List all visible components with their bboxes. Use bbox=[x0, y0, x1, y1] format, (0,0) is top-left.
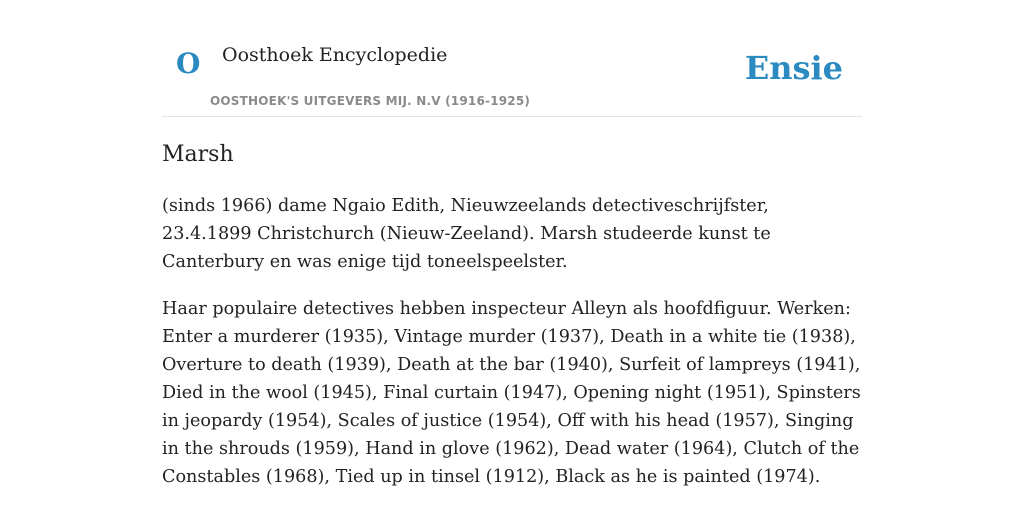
entry-title: Marsh bbox=[162, 142, 234, 167]
source-subtitle: OOSTHOEK'S UITGEVERS MIJ. N.V (1916-1925) bbox=[210, 94, 531, 108]
entry-paragraph-1: (sinds 1966) dame Ngaio Edith, Nieuwzeelands detectiveschrijfster, 23.4.1899 Christchurch (Nieuw-Zeeland). Marsh studeerde kunst te Canterbury en was enige tijd toneelspeelster. bbox=[162, 196, 771, 272]
entry-paragraph-2: Haar populaire detectives hebben inspecteur Alleyn als hoofdfiguur. Werken: Enter a murderer (1935), Vintage murder (1937), Death in a white tie (1938), Overture to death (1939), Death at the bar (1940), Surfeit of lampreys (1941), Died in the wool (1945), Final curtain (1947), Opening night (1951), Spinsters in jeopardy (1954), Scales of justice (1954), Off with his head (1957), Singing in the shrouds (1959), Hand in glove (1962), Dead water (1964), Clutch of the Constables (1968), Tied up in tinsel (1912), Black as he is painted (1974). bbox=[162, 299, 861, 487]
source-title-link[interactable]: Oosthoek Encyclopedie bbox=[222, 44, 448, 66]
source-logo[interactable]: O bbox=[176, 47, 201, 80]
entry-body bbox=[162, 192, 862, 510]
ensie-logo[interactable]: Ensie bbox=[744, 49, 843, 87]
source-header bbox=[162, 0, 862, 117]
